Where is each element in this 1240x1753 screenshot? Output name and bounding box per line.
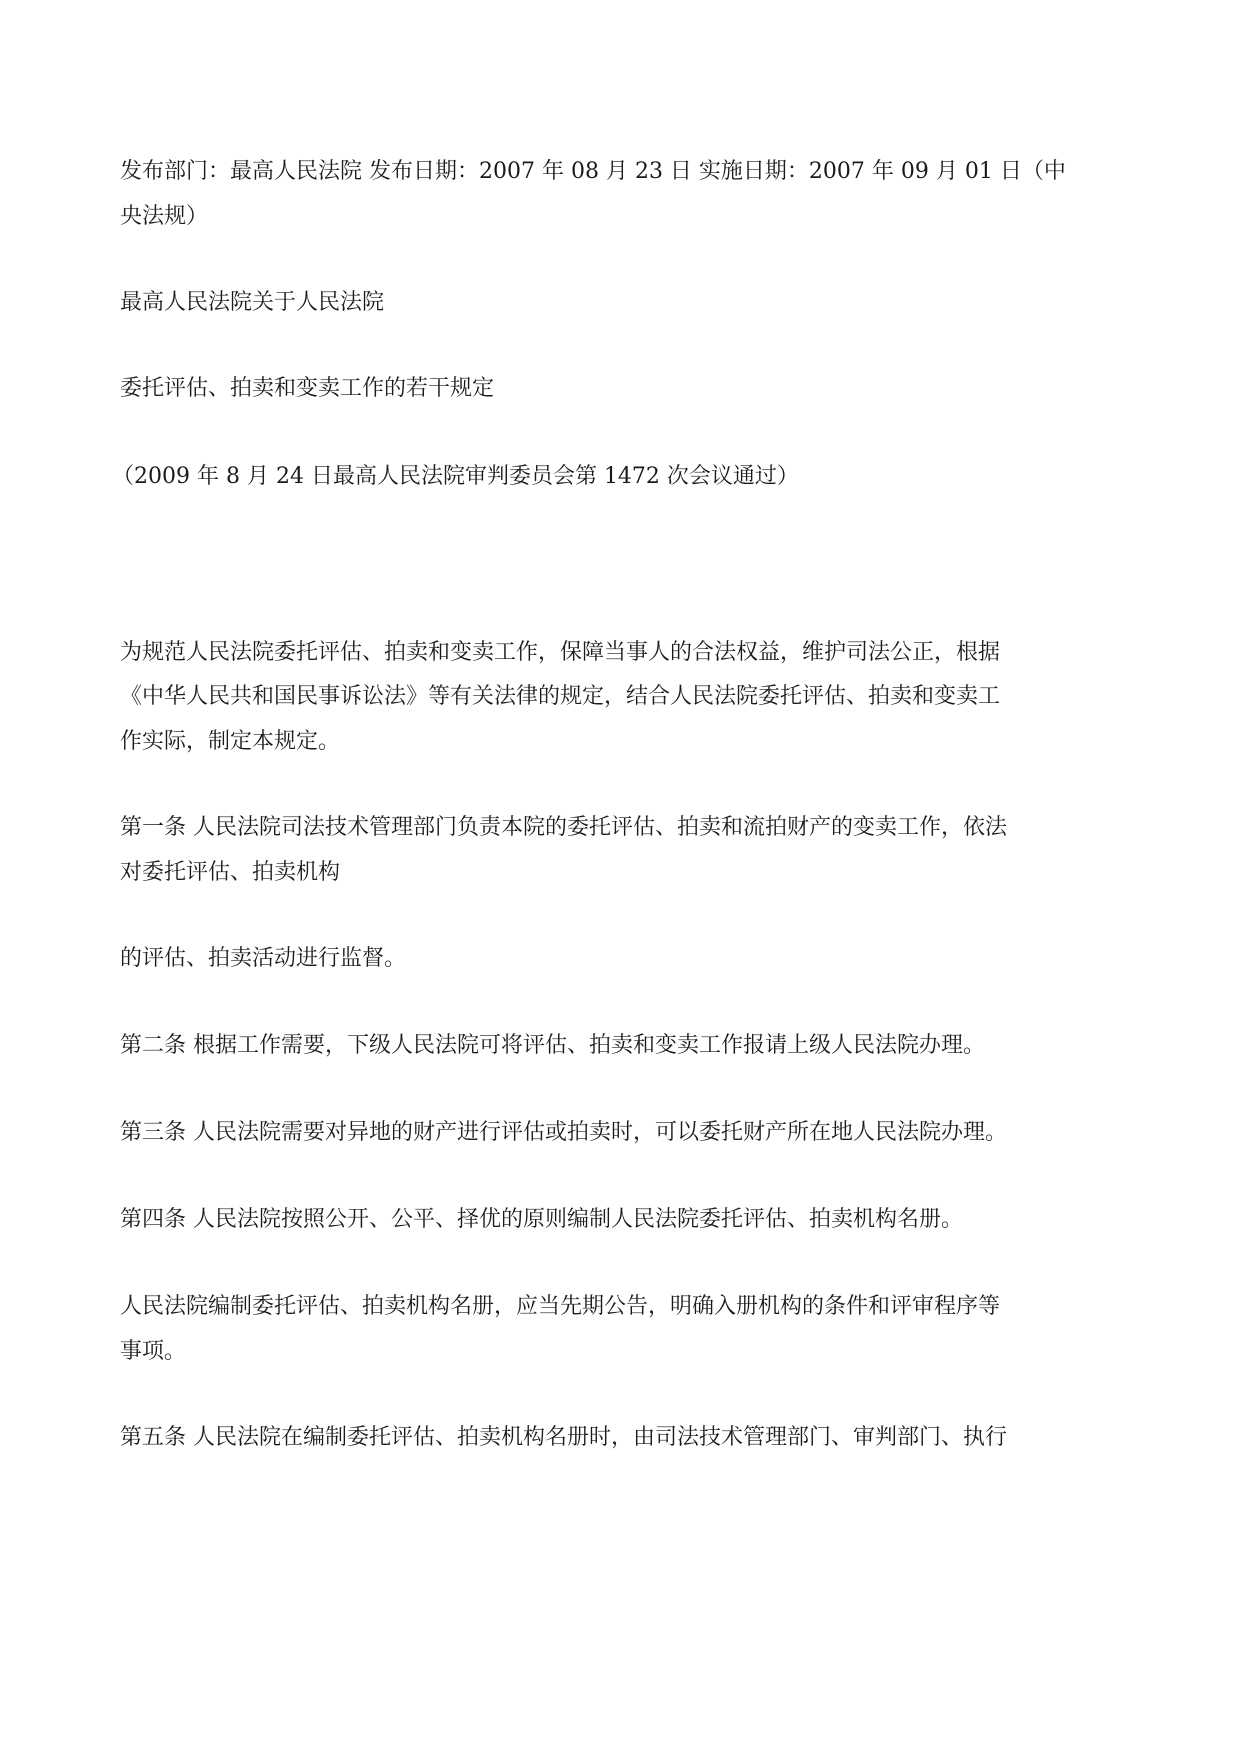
publication-meta-line-1: 发布部门：最高人民法院 发布日期：2007 年 08 月 23 日 实施日期：2007 年 09 月 01 日（中 (120, 159, 1066, 184)
publication-meta-line-2: 央法规） (120, 204, 209, 229)
article-1-line-2: 对委托评估、拍卖机构 (120, 860, 341, 885)
document-title-line-2: 委托评估、拍卖和变卖工作的若干规定 (120, 376, 495, 401)
document-title-line-1: 最高人民法院关于人民法院 (120, 290, 385, 315)
adoption-note: （2009 年 8 月 24 日最高人民法院审判委员会第 1472 次会议通过） (112, 464, 799, 489)
article-4-para-2-line-2: 事项。 (120, 1339, 187, 1364)
article-4: 第四条 人民法院按照公开、公平、择优的原则编制人民法院委托评估、拍卖机构名册。 (120, 1207, 963, 1232)
preamble-line-1: 为规范人民法院委托评估、拍卖和变卖工作，保障当事人的合法权益，维护司法公正，根据 (120, 640, 1001, 665)
preamble-line-2: 《中华人民共和国民事诉讼法》等有关法律的规定，结合人民法院委托评估、拍卖和变卖工 (120, 684, 1001, 709)
article-1-continuation: 的评估、拍卖活动进行监督。 (120, 946, 407, 971)
article-5-line-1: 第五条 人民法院在编制委托评估、拍卖机构名册时，由司法技术管理部门、审判部门、执行 (120, 1425, 1007, 1450)
article-4-para-2-line-1: 人民法院编制委托评估、拍卖机构名册，应当先期公告，明确入册机构的条件和评审程序等 (120, 1294, 1001, 1319)
article-3: 第三条 人民法院需要对异地的财产进行评估或拍卖时，可以委托财产所在地人民法院办理。 (120, 1120, 1007, 1145)
article-2: 第二条 根据工作需要，下级人民法院可将评估、拍卖和变卖工作报请上级人民法院办理。 (120, 1033, 985, 1058)
preamble-line-3: 作实际，制定本规定。 (120, 729, 341, 754)
article-1-line-1: 第一条 人民法院司法技术管理部门负责本院的委托评估、拍卖和流拍财产的变卖工作，依法 (120, 815, 1007, 840)
